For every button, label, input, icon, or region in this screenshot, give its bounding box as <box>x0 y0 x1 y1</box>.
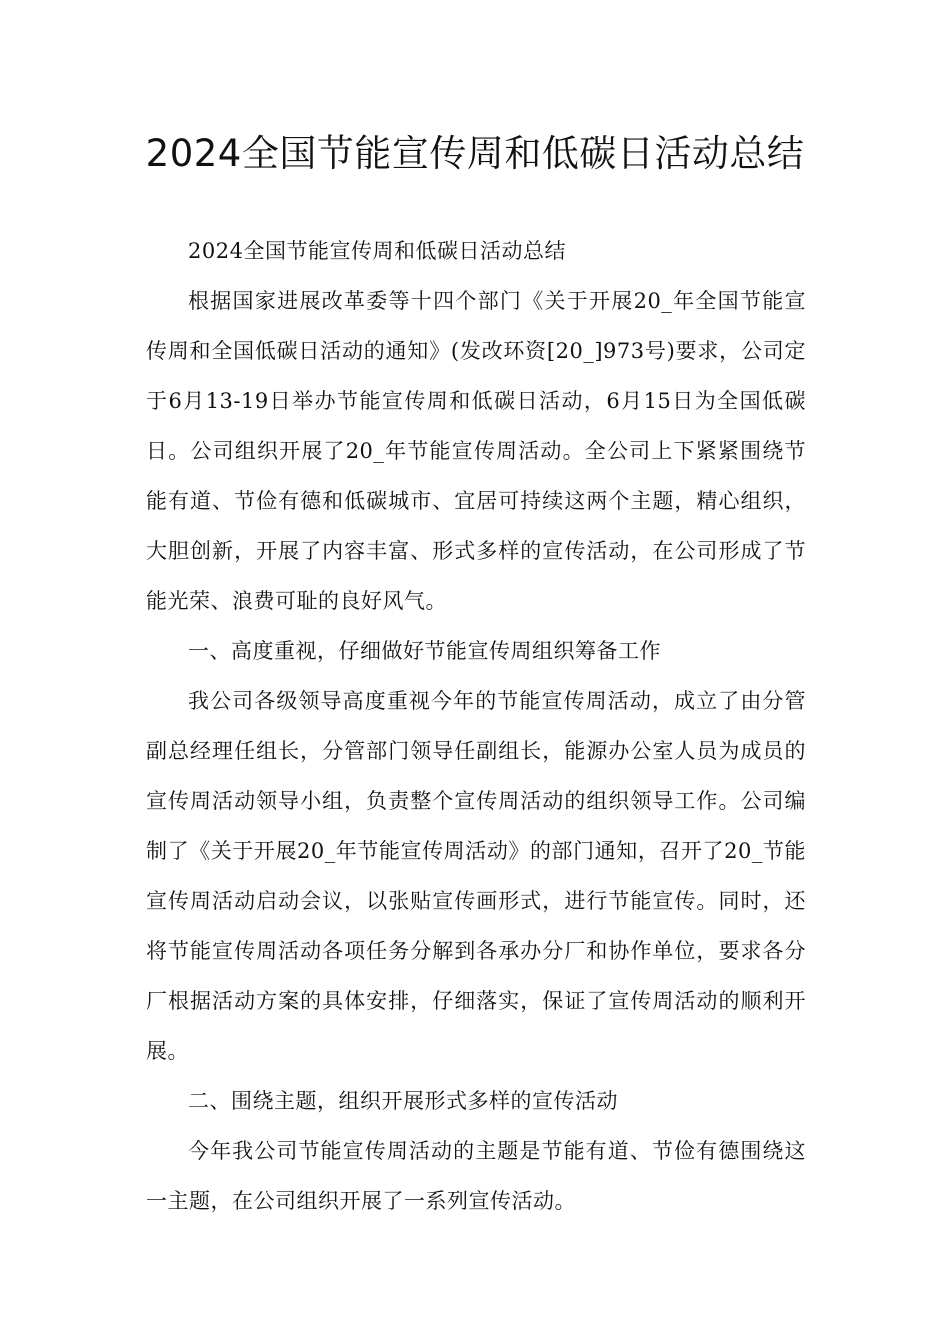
section-1-paragraph: 我公司各级领导高度重视今年的节能宣传周活动，成立了由分管副总经理任组长，分管部门领导任副组长，能源办公室人员为成员的宣传周活动领导小组，负责整个宣传周活动的组织领导工作。公司编制了《关于开展20_年节能宣传周活动》的部门通知，召开了20_节能宣传周活动启动会议，以张贴宣传画形式，进行节能宣传。同时，还将节能宣传周活动各项任务分解到各承办分厂和协作单位，要求各分厂根据活动方案的具体安排，仔细落实，保证了宣传周活动的顺利开展。 <box>146 689 806 1063</box>
section-2-paragraph: 今年我公司节能宣传周活动的主题是节能有道、节俭有德围绕这一主题，在公司组织开展了一系列宣传活动。 <box>146 1139 806 1213</box>
intro-paragraph: 根据国家进展改革委等十四个部门《关于开展20_年全国节能宣传周和全国低碳日活动的通知》(发改环资[20_]973号)要求，公司定于6月13-19日举办节能宣传周和低碳日活动，6月15日为全国低碳日。公司组织开展了20_年节能宣传周活动。全公司上下紧紧围绕节能有道、节俭有德和低碳城市、宜居可持续这两个主题，精心组织，大胆创新，开展了内容丰富、形式多样的宣传活动，在公司形成了节能光荣、浪费可耻的良好风气。 <box>146 289 806 613</box>
section-heading-1: 一、高度重视，仔细做好节能宣传周组织筹备工作 <box>188 639 661 663</box>
subtitle-paragraph: 2024全国节能宣传周和低碳日活动总结 <box>188 239 566 263</box>
document-title: 2024全国节能宣传周和低碳日活动总结 <box>145 132 805 175</box>
section-heading-2: 二、围绕主题，组织开展形式多样的宣传活动 <box>188 1089 618 1113</box>
document-body <box>146 226 806 1226</box>
